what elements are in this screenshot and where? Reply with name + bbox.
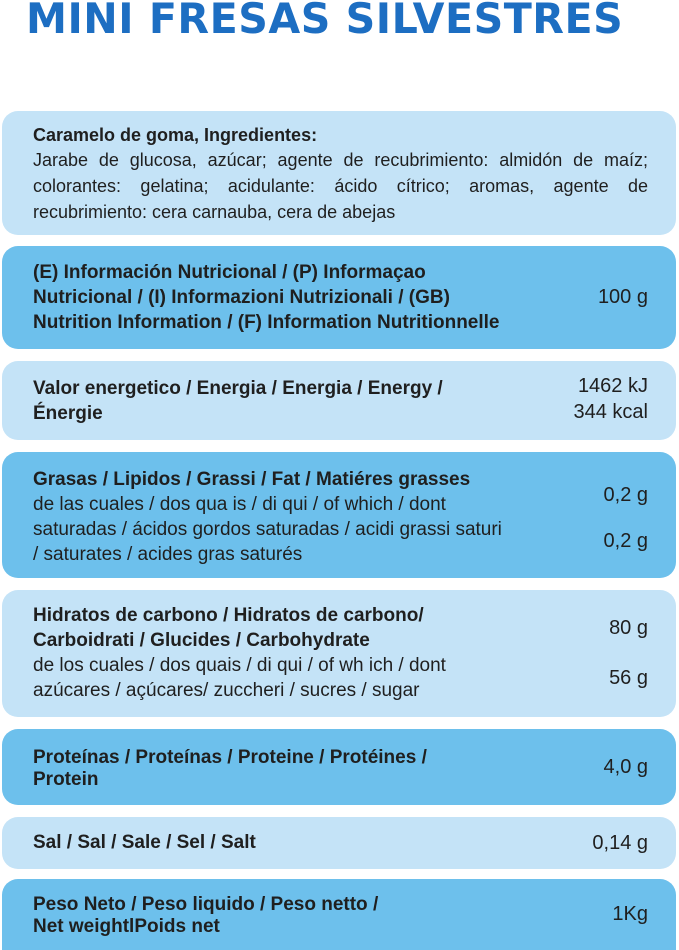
fat-label: Grasas / Lipidos / Grassi / Fat / Matiéres grasses xyxy=(33,469,471,490)
nutrition-header-line-2: Nutricional / (I) Informazioni Nutrizionali / (GB) xyxy=(33,287,450,308)
ingredients-heading: Caramelo de goma, Ingredientes: xyxy=(33,125,318,145)
nutrition-header-panel xyxy=(2,246,676,349)
net-weight-label-line-1: Peso Neto / Peso liquido / Peso netto / xyxy=(33,894,379,915)
protein-panel xyxy=(2,729,676,805)
net-weight-value: 1Kg xyxy=(612,903,648,925)
protein-value: 4,0 g xyxy=(603,756,648,778)
energy-kj-value: 1462 kJ xyxy=(577,375,648,397)
sugars-value: 56 g xyxy=(609,667,648,689)
energy-label-line-1: Valor energetico / Energia / Energia / Energy / xyxy=(33,378,443,399)
sugars-label-line-2: azúcares / açúcares/ zuccheri / sucres / sugar xyxy=(33,680,420,701)
ingredients-panel xyxy=(2,111,676,235)
carbohydrate-label-line-1: Hidratos de carbono / Hidratos de carbono/ xyxy=(33,605,424,626)
carbohydrate-label-line-2: Carboidrati / Glucides / Carbohydrate xyxy=(33,630,370,651)
energy-label-line-2: Énergie xyxy=(33,403,103,424)
ingredients-text: Jarabe de glucosa, azúcar; agente de recubrimiento: almidón de maíz; colorantes: gelatina; acidulante: ácido cítrico; aromas, agente de recubrimiento: cera carnauba, cera de abejas xyxy=(33,150,648,222)
net-weight-panel xyxy=(2,879,676,950)
fat-of-which-line-3: / saturates / acides gras saturés xyxy=(33,544,303,565)
carbohydrate-panel xyxy=(2,590,676,717)
fat-panel xyxy=(2,452,676,578)
nutrition-header-line-1: (E) Información Nutricional / (P) Informaçao xyxy=(33,262,426,283)
salt-label: Sal / Sal / Sale / Sel / Salt xyxy=(33,832,256,853)
product-title: MINI FRESAS SILVESTRES xyxy=(26,0,624,43)
salt-value: 0,14 g xyxy=(592,832,648,854)
reference-quantity: 100 g xyxy=(597,286,648,308)
fat-value: 0,2 g xyxy=(603,484,648,506)
fat-of-which-line-2: saturadas / ácidos gordos saturadas / acidi grassi saturi xyxy=(33,519,502,540)
sugars-label-line-1: de los cuales / dos quais / di qui / of wh ich / dont xyxy=(33,655,446,676)
carbohydrate-value: 80 g xyxy=(609,617,648,639)
energy-panel xyxy=(2,361,676,440)
saturates-value: 0,2 g xyxy=(603,530,648,552)
protein-label-line-2: Protein xyxy=(33,769,99,790)
salt-panel xyxy=(2,817,676,869)
nutrition-header-line-3: Nutrition Information / (F) Information Nutritionnelle xyxy=(33,312,500,333)
energy-kcal-value: 344 kcal xyxy=(573,401,648,423)
fat-of-which-line-1: de las cuales / dos qua is / di qui / of which / dont xyxy=(33,494,446,515)
protein-label-line-1: Proteínas / Proteínas / Proteine / Protéines / xyxy=(33,747,427,768)
net-weight-label-line-2: Net weightlPoids net xyxy=(33,916,220,937)
